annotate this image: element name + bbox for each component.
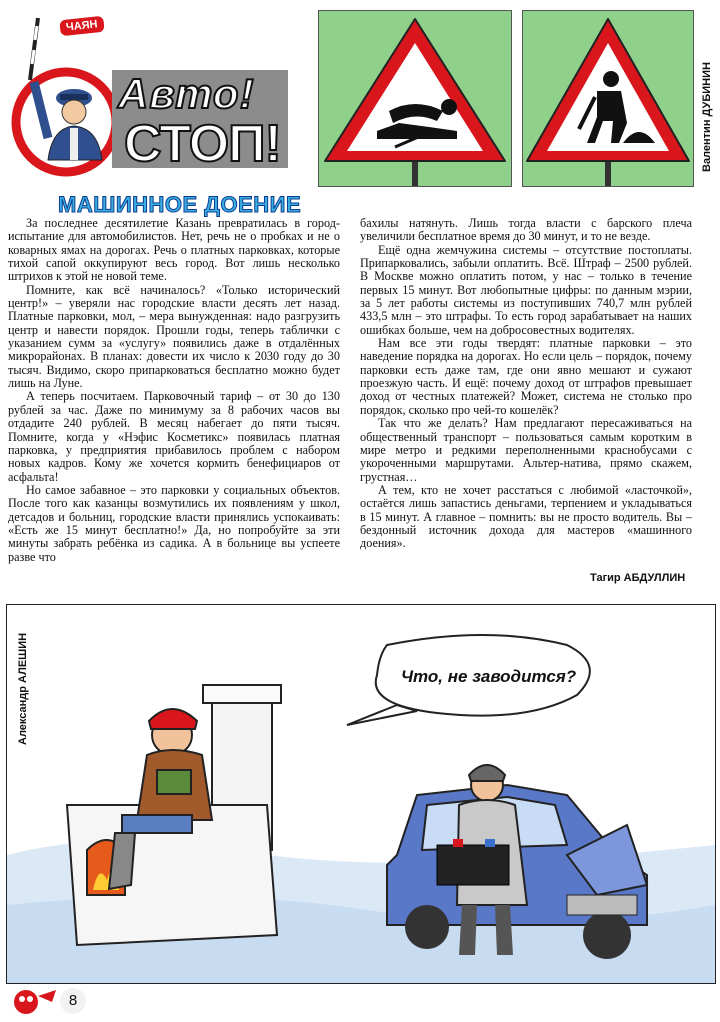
page-number: 8 (60, 988, 86, 1014)
signs-credit: Валентин ДУБИНИН (701, 62, 713, 172)
section-logo (8, 10, 298, 180)
cartoon-scene (7, 605, 715, 983)
paragraph: Так что же делать? Нам предлагают пересаживаться на общественный транспорт – пользоваться самым коротким в мире метро и редкими переполненными краснобусами с укороченными маршрутами. Альтер-нативa, прямо скажем, грустная… (360, 416, 692, 484)
paragraph: А теперь посчитаем. Парковочный тариф – от 30 до 130 рублей за час. Даже по минимуму за 8 рабочих часов вы отдадите 240 рублей. В месяц набегает до пяти тысяч. Помните, когда у «Нэфис Косметикс» появилась платная парковка, у предприятия прибавилось проблем с набором новых кадров. Кому же хочется кормить бенефициаров от асфальта! (8, 389, 340, 484)
paragraph: За последнее десятилетие Казань превратилась в город-испытание для автомобилистов. Нет, речь не о пробках и не о коварных ямах на дорогах. Речь о платных парковках, которые тихой сапой оккупируют весь город. Вот лишь несколько штрихов к этой не новой теме. (8, 216, 340, 284)
paragraph: Ещё одна жемчужина системы – отсутствие постоплаты. Припарковались, забыли оплатить. Всё. Штраф – 2500 рублей. В Москве можно оплатить потом, у нас – только в течение первых 15 минут. Вот любопытные цифры: по данным мэрии, за 5 лет работы системы из поступивших 740,7 млн рублей 433,5 млн – это штрафы. То есть город зарабатывает на наших ошибках больше, чем на добросовестных водителях. (360, 242, 692, 337)
article-author: Тагир АБДУЛЛИН (590, 572, 686, 584)
paragraph: А тем, кто не хочет расстаться с любимой «ласточкой», остаётся лишь запастись деньгами, терпением и укладываться в 15 минут. А главное – помнить: вы не просто водитель. Вы – бездонный источник дохода для мастеров «машинного доения». (360, 482, 692, 551)
chayan-badge: ЧАЯН (59, 16, 104, 36)
article-column-left (8, 217, 340, 564)
road-sign-sleeping-worker (318, 10, 512, 187)
speech-bubble-text: Что, не заводится? (401, 667, 577, 686)
cartoon-credit: Александр АЛЕШИН (17, 632, 29, 745)
paragraph: Но самое забавное – это парковки у социальных объектов. После того как казанцы возмутились их появлениям у школ, детсадов и больниц, городские власти принялись успокаивать: «Есть же 15 минут бесплатно!» Да, но попробуйте за эти минуты забрать ребёнка из садика. А в больнице вы успеете разве что (8, 482, 340, 564)
warning-sign-icon (319, 11, 511, 186)
cartoon-illustration (6, 604, 716, 984)
paragraph: Нам все эти годы твердят: платные парковки – это наведение порядка на дорогах. Но если цель – порядок, почему парковки есть даже там, где они явно мешают и сужают проезжую часть. И ещё: почему доход от штрафов превышает доход от честных платежей? Может, система не столько про порядок, сколько про чей-то кошелёк? (360, 336, 692, 417)
article-column-right (360, 217, 692, 551)
road-sign-road-works (522, 10, 694, 187)
paragraph: бахилы натянуть. Лишь тогда власти с барского плеча увеличили бесплатное время до 30 минут, и то не везде. (360, 216, 692, 244)
logo-line2: СТОП! (124, 115, 281, 173)
article-title: МАШИННОЕ ДОЕНИЕ (58, 192, 302, 217)
mascot-icon (8, 986, 60, 1018)
logo-line1: Авто! (118, 70, 255, 117)
roadworks-sign-icon (523, 11, 693, 186)
paragraph: Помните, как всё начиналось? «Только исторический центр!» – уверяли нас городские власти десять лет назад. Платные парковки, мол, – мера вынужденная: надо разгрузить центр и навести порядок. Прошли годы, теперь таблички с указанием сумм за «услугу» появились даже в отдалённых микрорайонах. В планах: довести их число к 2030 году до 30 тысяч. Видимо, скоро припарковаться бесплатно можно будет лишь на Луне. (8, 282, 340, 391)
